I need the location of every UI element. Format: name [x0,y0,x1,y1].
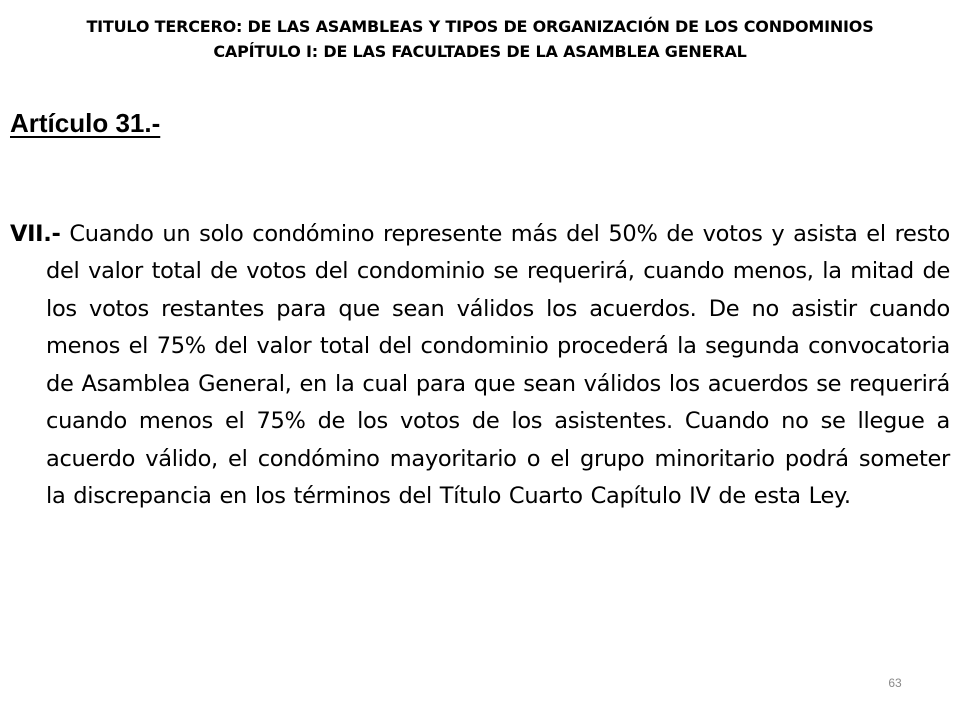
section-label: VII.- [10,220,61,247]
article-title: Artículo 31.- [10,108,161,138]
header-title-line: TITULO TERCERO: DE LAS ASAMBLEAS Y TIPOS DE ORGANIZACIÓN DE LOS CONDOMINIOS [86,17,874,36]
header-chapter-line: CAPÍTULO I: DE LAS FACULTADES DE LA ASAMBLEA GENERAL [213,42,747,61]
article-text: Cuando un solo condómino represente más del 50% de votos y asista el resto del valor total de votos del condominio se requerirá, cuando menos, la mitad de los votos restantes para que sean válidos los acuerdos. De no asistir cuando menos el 75% del valor total del condominio procederá la segunda convocatoria de Asamblea General, en la cual para que sean válidos los acuerdos se requerirá cuando menos el 75% de los votos de los asistentes. Cuando no se llegue a acuerdo válido, el condómino mayoritario o el grupo minoritario podrá someter la discrepancia en los términos del Título Cuarto Capítulo IV de esta Ley. [46,220,950,509]
article-paragraph [10,216,950,516]
document-header [0,14,960,64]
page-number: 63 [888,676,902,690]
